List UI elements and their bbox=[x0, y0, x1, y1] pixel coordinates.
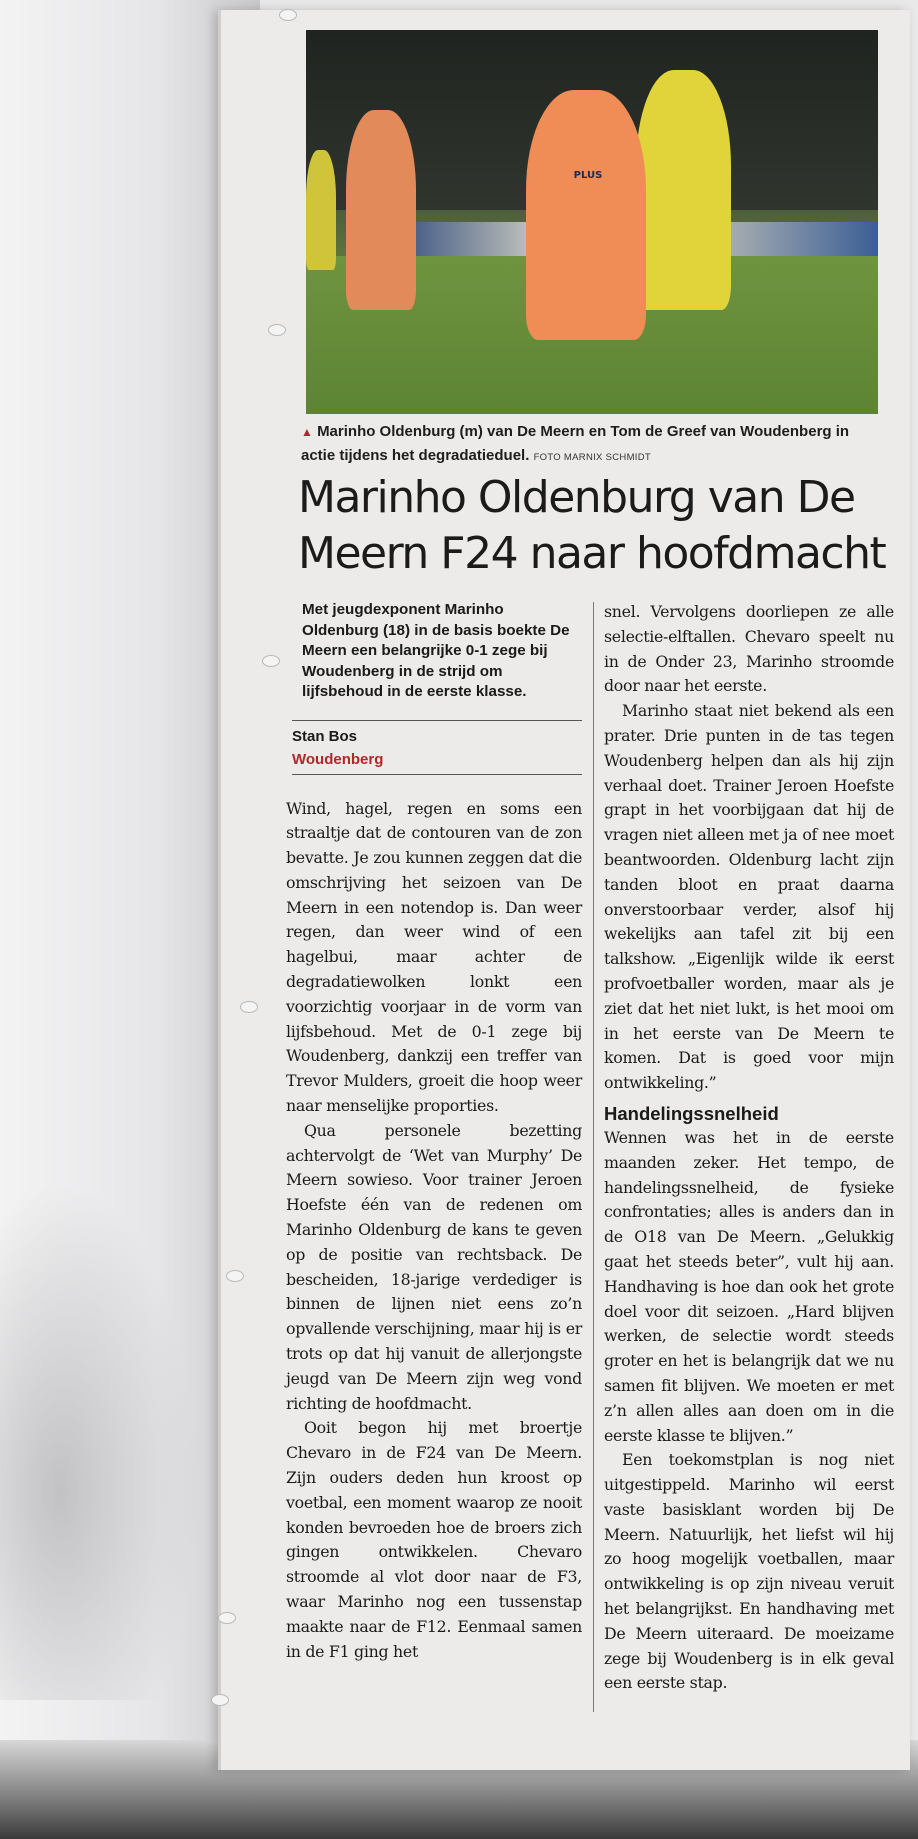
body-paragraph: Marinho staat niet bekend als een prater. Drie punten in de tas tegen Woudenberg helpen dan als hij zijn verhaal doet. Trainer Jeroen Hoefste grapt in het voorbijgaan dat hij de vragen niet alleen met ja of nee moet beantwoorden. Oldenburg lacht zijn tanden bloot en praat daarna onverstoorbaar verder, alsof hij wekelijks aan tafel zit bij een talkshow. „Eigenlijk wilde ik eerst profvoetballer worden, maar als je ziet dat het niet lukt, is het mooi om in het eerste van De Meern te komen. Dat is goed voor mijn ontwikkeling.” bbox=[604, 701, 894, 1093]
staple-hole bbox=[218, 1612, 236, 1624]
article-body-right bbox=[604, 600, 894, 1096]
body-paragraph: Wind, hagel, regen en soms een straaltje dat de contouren van de zon bevatte. Je zou kunnen zeggen dat die omschrijving het seizoen van De Meern in een notendop is. Dan weer regen, dan weer wind of een hagelbui, maar achter de degradatiewolken lonkt een voorzichtig voorjaar in de vorm van lijfsbehoud. Met de 0-1 zege bij Woudenberg, dankzij een treffer van Trevor Mulders, groeit die hoop weer naar menselijke proporties. bbox=[286, 798, 582, 1116]
body-paragraph: Ooit begon hij met broertje Chevaro in de F24 van De Meern. Zijn ouders deden hun kroost op voetbal, een moment waarop ze nooit konden bevroeden hoe de broers zich gingen ontwikkelen. Chevaro stroomde al vlot door naar de F3, waar Marinho nog een tussenstap maakte naar de F12. Eenmaal samen in de F1 ging het bbox=[286, 1418, 582, 1661]
headline: Marinho Oldenburg van De Meern F24 naar hoofdmacht bbox=[298, 472, 886, 579]
left-column bbox=[286, 600, 582, 1664]
photo-player bbox=[636, 70, 731, 310]
caption-marker: ▲ bbox=[301, 425, 313, 439]
body-paragraph: snel. Vervolgens doorliepen ze alle selectie-elftallen. Chevaro speelt nu in de Onder 23, Marinho stroomde door naar het eerste. bbox=[604, 602, 894, 696]
body-paragraph: Qua personele bezetting achtervolgt de ‘Wet van Murphy’ De Meern sowieso. Voor trainer Jeroen Hoefste één van de redenen om Marinho Oldenburg de kans te geven op de positie van rechtsback. De bescheiden, 18-jarige verdediger is binnen de lijnen niet eens zo’n opvallende verschijning, maar hij is er trots op dat hij vanuit de allerjongste jeugd van De Meern zijn weg vond richting de hoofdmacht. bbox=[286, 1120, 582, 1413]
right-column bbox=[604, 600, 894, 1696]
subheading: Handelingssnelheid bbox=[604, 1102, 779, 1124]
caption-text: Marinho Oldenburg (m) van De Meern en Tom de Greef van Woudenberg in actie tijdens het degradatieduel. bbox=[301, 423, 850, 464]
author: Stan Bos bbox=[292, 727, 358, 745]
body-paragraph: Wennen was het in de eerste maanden zeker. Het tempo, de handelingssnelheid, de fysieke confrontaties; alles is anders dan in de O18 van De Meern. „Gelukkig gaat het steeds beter”, vult hij aan. Handhaving is hoe dan ook het grote doel voor dit seizoen. „Hard blijven werken, de selectie wordt steeds groter en het is belangrijk dat we nu samen fit blijven. We moeten er met z’n allen alles aan doen om in die eerste klasse te blijven.” bbox=[604, 1127, 894, 1445]
photo-caption bbox=[301, 420, 881, 469]
article-body-left bbox=[286, 797, 582, 1665]
staple-hole bbox=[279, 9, 297, 21]
intro-paragraph: Met jeugdexponent Marinho Oldenburg (18) in de basis boekte De Meern een belangrijke 0-1 zege bij Woudenberg in de strijd om lijfsbehoud in de eerste klasse. bbox=[302, 601, 570, 700]
match-photo bbox=[306, 30, 878, 414]
column-divider bbox=[593, 602, 594, 1712]
staple-hole bbox=[262, 655, 280, 667]
shadow bbox=[0, 1180, 200, 1700]
photo-player bbox=[306, 150, 336, 270]
staple-hole bbox=[268, 324, 286, 336]
dateline-rule bbox=[292, 774, 582, 775]
staple-hole bbox=[211, 1694, 229, 1706]
shirt-sponsor: PLUS bbox=[558, 170, 618, 192]
dateline: Woudenberg bbox=[292, 750, 384, 768]
photo-player bbox=[346, 110, 416, 310]
photo-credit: FOTO MARNIX SCHMIDT bbox=[533, 452, 651, 463]
photo-player bbox=[526, 90, 646, 340]
staple-hole bbox=[226, 1270, 244, 1282]
body-paragraph: Een toekomstplan is nog niet uitgestippeld. Marinho wil eerst vaste basisklant worden bij De Meern. Natuurlijk, het liefst wil hij zo hoog mogelijk voetballen, maar ontwikkeling is op zijn niveau veruit het belangrijkst. En handhaving met De Meern uiteraard. De moeizame zege bij Woudenberg is in elk geval een eerste stap. bbox=[604, 1450, 894, 1693]
article-body-right-2 bbox=[604, 1126, 894, 1696]
staple-hole bbox=[240, 1001, 258, 1013]
byline-rule bbox=[292, 720, 582, 721]
